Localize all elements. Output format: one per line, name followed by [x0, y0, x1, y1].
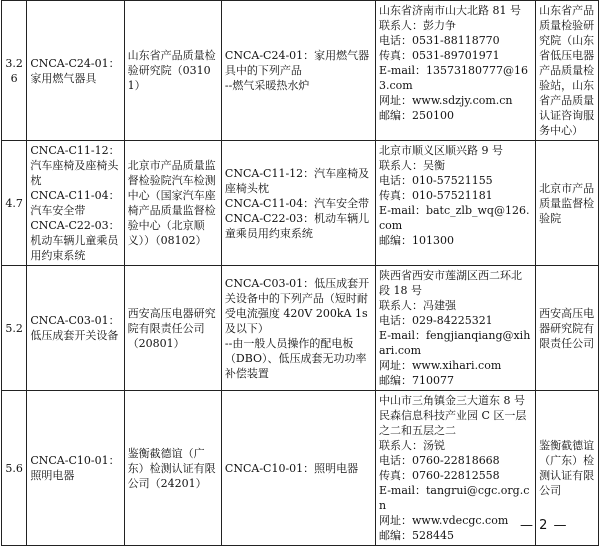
email: E-mail：batc_zlb_wq@126.com: [378, 204, 530, 232]
contact-info: [375, 266, 535, 391]
address: 中山市三角镇金三大道东 8 号民森信息科技产业园 C 区一层之二和五层之二: [378, 394, 527, 437]
postcode: 邮编：101300: [378, 234, 454, 247]
row-number: 5.2: [2, 266, 27, 391]
reference-organization: 北京市产品质量监督检验院: [536, 141, 599, 266]
reference-organization: 山东省产品质量检验研究院（山东省低压电器产品质量检验站，山东省产品质量认证咨询服务中心）: [536, 1, 599, 141]
postcode: 邮编：250100: [378, 109, 454, 122]
reference-organization: 鉴衡截德谊（广东）检测认证有限公司: [536, 391, 599, 546]
product-line: CNCA-C24-01：家用燃气器具中的下列产品: [224, 49, 370, 77]
product-scope: [221, 391, 375, 546]
postcode: 邮编：710077: [378, 374, 454, 387]
product-line: --由一般人员操作的配电板（DBO）、低压成套无功功率补偿装置: [224, 336, 367, 380]
reference-organization: 西安高压电器研究院有限责任公司: [536, 266, 599, 391]
fax: 传真：0531-89701971: [378, 49, 500, 62]
contact-info: [375, 141, 535, 266]
contact-info: [375, 1, 535, 141]
website: 网址：www.sdzjy.com.cn: [378, 94, 513, 107]
website: 网址：www.xihari.com: [378, 359, 502, 372]
table-row: [2, 266, 599, 391]
testing-organization: 山东省产品质量检验研究院（03101）: [124, 1, 221, 141]
testing-organization: 北京市产品质量监督检验院汽车检测中心（国家汽车座椅产品质量监督检验中心（北京顺义））（08102）: [124, 141, 221, 266]
testing-organization: 西安高压电器研究院有限责任公司（20801）: [124, 266, 221, 391]
category-line: CNCA-C11-12：汽车座椅及座椅头枕: [30, 144, 120, 187]
certification-body-table: [1, 0, 599, 546]
address: 山东省济南市山大北路 81 号: [378, 4, 521, 17]
table-row: [2, 391, 599, 546]
category-line: CNCA-C11-04：汽车安全带: [30, 189, 120, 217]
contact-person: 联系人：冯建强: [378, 299, 456, 312]
address: 北京市顺义区顺兴路 9 号: [378, 144, 503, 157]
category-line: CNCA-C22-03：机动车辆儿童乘员用约束系统: [30, 219, 120, 262]
fax: 传真：0760-22812558: [378, 469, 500, 482]
phone: 电话：0760-22818668: [378, 454, 500, 467]
phone: 电话：010-57521155: [378, 174, 493, 187]
address: 陕西省西安市莲湖区西二环北段 18 号: [378, 269, 522, 297]
email: E-mail：13573180777@163.com: [378, 64, 528, 92]
email: E-mail：fengjianqiang@xihari.com: [378, 329, 531, 357]
product-line: --燃气采暖热水炉: [224, 79, 310, 92]
page-number: — 2 —: [520, 518, 568, 533]
product-line: CNCA-C10-01：照明电器: [224, 461, 359, 475]
contact-person: 联系人：吴衡: [378, 159, 445, 172]
product-line: CNCA-C11-12：汽车座椅及座椅头枕: [224, 166, 370, 195]
product-line: CNCA-C03-01：低压成套开关设备中的下列产品（短时耐受电流强度 420V 200kA 1s 及以下）: [224, 276, 370, 335]
postcode: 邮编：528445: [378, 529, 454, 542]
product-line: CNCA-C22-03：机动车辆儿童乘员用约束系统: [224, 211, 370, 240]
product-category: CNCA-C03-01：低压成套开关设备: [27, 266, 124, 391]
contact-person: 联系人：汤锐: [378, 439, 445, 452]
product-line: CNCA-C11-04：汽车安全带: [224, 196, 370, 210]
contact-info: [375, 391, 535, 546]
contact-person: 联系人：彭力争: [378, 19, 456, 32]
phone: 电话：029-84225321: [378, 314, 493, 327]
product-category: CNCA-C24-01：家用燃气器具: [27, 1, 124, 141]
testing-organization: 鉴衡截德谊（广东）检测认证有限公司（24201）: [124, 391, 221, 546]
phone: 电话：0531-88118770: [378, 34, 500, 47]
website: 网址：www.vdecgc.com: [378, 514, 509, 527]
product-category: [27, 141, 124, 266]
table-row: [2, 1, 599, 141]
product-scope: [221, 266, 375, 391]
email: E-mail：tangrui@cgc.org.cn: [378, 484, 530, 512]
row-number: 5.6: [2, 391, 27, 546]
row-number: 4.7: [2, 141, 27, 266]
row-number: 3.26: [2, 1, 27, 141]
table-row: [2, 141, 599, 266]
product-category: CNCA-C10-01：照明电器: [27, 391, 124, 546]
product-scope: [221, 1, 375, 141]
product-scope: [221, 141, 375, 266]
fax: 传真：010-57521181: [378, 189, 493, 202]
